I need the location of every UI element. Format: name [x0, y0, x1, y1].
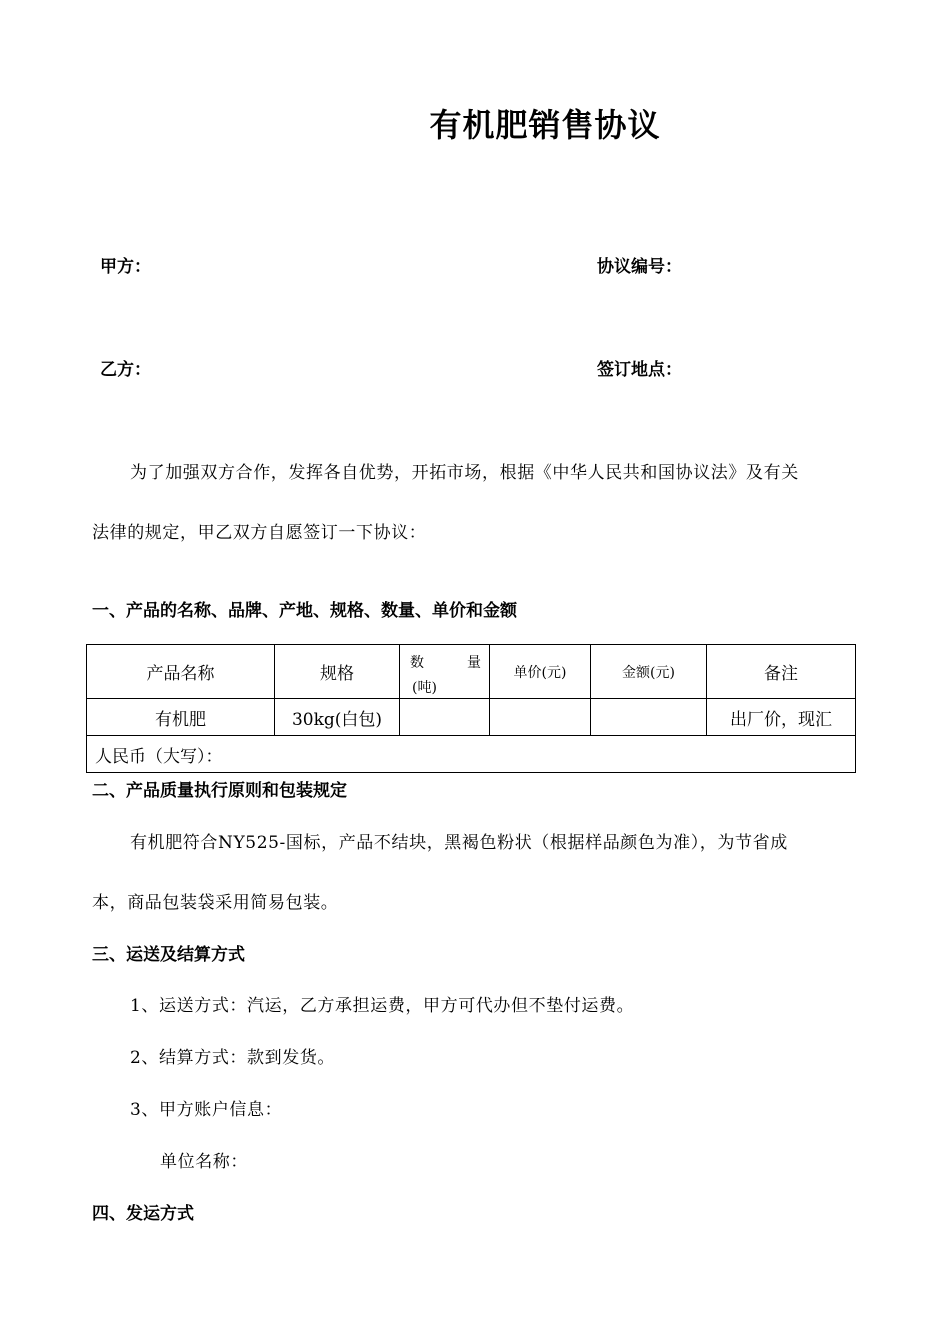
header-amount: 金额(元)	[591, 645, 707, 699]
page-title: 有机肥销售协议	[429, 106, 661, 144]
table-header-row	[87, 645, 856, 699]
header-qty-unit: (吨)	[412, 679, 437, 696]
party-b-label: 乙方：	[100, 360, 151, 380]
header-remark: 备注	[707, 645, 856, 699]
section-1-title: 一、产品的名称、品牌、产地、规格、数量、单价和金额	[92, 601, 517, 621]
settlement-method-item: 2、结算方式：款到发货。	[130, 1048, 336, 1068]
section-2-line-2: 本，商品包装袋采用简易包装。	[92, 893, 339, 913]
header-name: 产品名称	[87, 645, 275, 699]
sign-place-label: 签订地点：	[597, 360, 682, 380]
cell-qty	[400, 699, 490, 736]
header-qty	[400, 645, 490, 699]
table-row	[87, 699, 856, 736]
section-3-title: 三、运送及结算方式	[92, 945, 245, 965]
unit-name-label: 单位名称：	[160, 1152, 248, 1172]
table-total-row	[87, 736, 856, 773]
account-info-item: 3、甲方账户信息：	[130, 1100, 283, 1120]
section-2-line-1: 有机肥符合NY525-国标，产品不结块，黑褐色粉状（根据样品颜色为准），为节省成	[130, 833, 788, 853]
header-qty-part-a: 数	[410, 654, 424, 671]
header-unit-price: 单价(元)	[490, 645, 591, 699]
cell-name: 有机肥	[87, 699, 275, 736]
contract-no-label: 协议编号：	[597, 257, 682, 277]
intro-line-1: 为了加强双方合作，发挥各自优势，开拓市场，根据《中华人民共和国协议法》及有关	[130, 463, 799, 483]
cell-amount	[591, 699, 707, 736]
shipping-method-item: 1、运送方式：汽运，乙方承担运费，甲方可代办但不垫付运费。	[130, 996, 635, 1016]
section-4-title: 四、发运方式	[92, 1204, 194, 1224]
section-2-title: 二、产品质量执行原则和包装规定	[92, 781, 347, 801]
header-spec: 规格	[275, 645, 400, 699]
party-a-label: 甲方：	[100, 257, 151, 277]
cell-spec: 30kg(白包)	[275, 699, 400, 736]
intro-line-2: 法律的规定，甲乙双方自愿签订一下协议：	[92, 523, 427, 543]
cell-unit-price	[490, 699, 591, 736]
header-qty-part-b: 量	[467, 654, 481, 671]
product-table	[86, 644, 856, 773]
total-rmb-label: 人民币（大写）：	[87, 736, 856, 773]
cell-remark: 出厂价，现汇	[707, 699, 856, 736]
